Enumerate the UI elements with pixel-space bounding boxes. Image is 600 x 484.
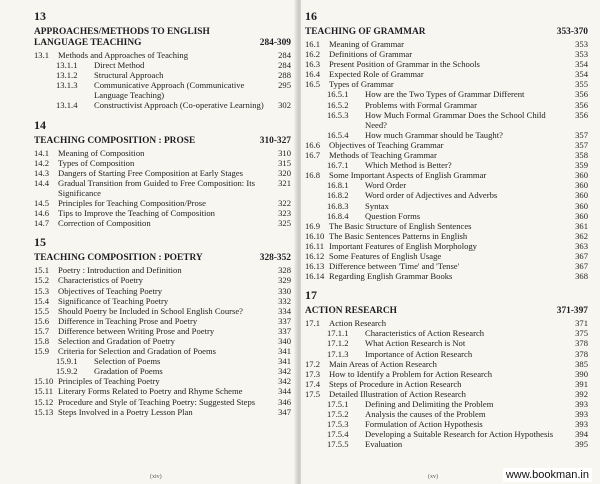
toc-entry-number: 17.5.3 (327, 419, 349, 430)
toc-entry (305, 170, 588, 180)
toc-entry (305, 439, 588, 449)
toc-entry-title: Correction of Composition (58, 218, 151, 229)
toc-entry-page: 315 (278, 157, 291, 168)
chapter-page-range: 371-397 (556, 306, 588, 317)
toc-entry-title: How much Grammar should be Taught? (365, 129, 503, 140)
toc-entry-title: Types of Grammar (329, 79, 394, 90)
toc-entry (305, 318, 588, 328)
toc-entry-page: 393 (575, 399, 588, 409)
toc-entry-number: 14.4 (34, 177, 50, 188)
toc-entry-number: 17.5.4 (327, 429, 349, 440)
chapter-section (305, 289, 588, 449)
toc-entry (305, 359, 588, 369)
toc-entry-page: 334 (278, 305, 291, 316)
toc-entry (34, 386, 291, 396)
left-page (0, 0, 297, 484)
toc-entry-number: 14.5 (34, 198, 50, 209)
toc-entry-title: Criteria for Selection and Gradation of Poems (58, 346, 216, 357)
toc-entry-number: 15.9.1 (56, 356, 78, 367)
toc-entry (305, 338, 588, 348)
toc-entry-number: 17.5.2 (327, 409, 349, 420)
toc-entry-page: 395 (575, 439, 588, 450)
toc-entry-page: 337 (278, 325, 291, 336)
toc-entry (34, 376, 291, 386)
toc-entry-title: The Basic Structure of English Sentences (329, 220, 472, 231)
toc-entry (305, 409, 588, 419)
toc-entry-page: 378 (575, 348, 588, 359)
toc-entry-page: 378 (575, 338, 588, 349)
toc-entry-number: 14.2 (34, 157, 50, 168)
toc-entry (34, 178, 291, 198)
toc-entry-title: Methods of Teaching Grammar (329, 150, 437, 161)
toc-entry-number: 16.5.4 (327, 129, 349, 140)
toc-entry-number: 16.8 (305, 170, 321, 181)
chapter-title (305, 27, 588, 38)
toc-entry-title: How to Identify a Problem for Action Research (329, 368, 492, 379)
toc-entry-title: Which Method is Better? (365, 160, 452, 171)
toc-entry (305, 369, 588, 379)
toc-entry-page: 332 (278, 295, 291, 306)
toc-entry (34, 336, 291, 346)
toc-entry-page: 385 (575, 358, 588, 369)
toc-entry (34, 265, 291, 275)
toc-entry-page: 354 (575, 69, 588, 80)
toc-entry-title: How are the Two Types of Grammar Different (365, 89, 525, 100)
toc-entry-title: Communicative Approach (Communicative Language Teaching) (94, 80, 245, 101)
toc-entry-number: 16.13 (305, 261, 325, 272)
toc-entry-title: Detailed Illustration of Action Research (329, 388, 466, 399)
toc-entry-title: Literary Forms Related to Poetry and Rhyme Scheme (58, 386, 243, 397)
toc-entry (34, 80, 291, 100)
toc-entry (34, 346, 291, 356)
chapter-number: 15 (34, 235, 46, 250)
toc-entry-number: 14.7 (34, 218, 50, 229)
toc-entry (34, 50, 291, 60)
toc-entry (305, 429, 588, 439)
toc-entry-title: Gradual Transition from Guided to Free Composition: Its Significance (58, 177, 255, 198)
toc-entry-title: Action Research (329, 318, 387, 329)
toc-entry-title: Syntax (365, 200, 389, 211)
toc-entry-title: Question Forms (365, 210, 421, 221)
toc-entry-page: 394 (575, 429, 588, 440)
toc-entry-number: 16.6 (305, 139, 321, 150)
chapter-section (305, 10, 588, 281)
chapter-section (34, 119, 291, 229)
toc-entry (305, 271, 588, 281)
toc-entry-title: Main Areas of Action Research (329, 358, 437, 369)
toc-entry-page: 295 (278, 80, 291, 91)
right-page (301, 0, 600, 484)
toc-entry-number: 16.4 (305, 69, 321, 80)
toc-entry-page: 360 (575, 200, 588, 211)
toc-entry (305, 100, 588, 110)
toc-entry-number: 15.11 (34, 386, 54, 397)
toc-entry-number: 15.5 (34, 305, 50, 316)
toc-entry-page: 353 (575, 39, 588, 49)
toc-entry (34, 296, 291, 306)
toc-entry-title: Characteristics of Action Research (365, 328, 485, 339)
toc-entry-page: 325 (278, 218, 291, 229)
toc-entry (305, 399, 588, 409)
toc-entry-title: Tips to Improve the Teaching of Composition (58, 208, 215, 219)
toc-entry-page: 354 (575, 59, 588, 70)
toc-entry-number: 17.5.1 (327, 399, 349, 409)
toc-entry (305, 211, 588, 221)
toc-entry-page: 362 (575, 230, 588, 241)
toc-entry-number: 16.5.3 (327, 109, 349, 120)
toc-entry-page: 321 (278, 177, 291, 188)
toc-entry-page: 341 (278, 346, 291, 357)
toc-entry-title: Regarding English Grammar Books (329, 271, 453, 282)
chapter-title-text: APPROACHES/METHODS TO ENGLISH LANGUAGE TEACHING (34, 27, 210, 48)
toc-entry (305, 261, 588, 271)
chapter-number: 16 (305, 9, 317, 23)
toc-entry-title: What Action Research is Not (365, 338, 466, 349)
toc-entry-title: Steps of Procedure in Action Research (329, 378, 462, 389)
toc-entry-title: Expected Role of Grammar (329, 69, 424, 80)
toc-entry (305, 130, 588, 140)
toc-entry-title: Present Position of Grammar in the Schools (329, 59, 480, 70)
toc-entry-number: 16.3 (305, 59, 321, 70)
toc-entry-title: Meaning of Grammar (329, 39, 404, 49)
chapter-title (305, 306, 588, 317)
toc-entry-title: Difference between Writing Prose and Poetry (58, 325, 215, 336)
toc-entry-number: 16.2 (305, 49, 321, 60)
toc-entry (305, 150, 588, 160)
toc-entry-number: 13.1 (34, 50, 50, 60)
toc-entry-title: Word order of Adjectives and Adverbs (365, 190, 498, 201)
toc-entry (305, 180, 588, 190)
toc-entry-number: 16.8.2 (327, 190, 349, 201)
toc-entry-page: 302 (278, 100, 291, 111)
chapter-page-range: 310-327 (259, 135, 291, 146)
toc-entry (305, 389, 588, 399)
toc-entry (305, 241, 588, 251)
toc-entry-number: 16.11 (305, 240, 325, 251)
toc-entry-title: Objectives of Teaching Poetry (58, 285, 163, 296)
toc-entry-title: Methods and Approaches of Teaching (58, 50, 189, 60)
toc-entry-page: 390 (575, 368, 588, 379)
toc-entry-number: 15.9.2 (56, 366, 78, 377)
toc-entry (34, 208, 291, 218)
toc-entry (305, 251, 588, 261)
toc-entry-number: 15.4 (34, 295, 50, 306)
toc-entry (34, 148, 291, 158)
toc-entry (34, 316, 291, 326)
chapter-title (34, 27, 291, 49)
toc-entry-number: 15.13 (34, 406, 54, 417)
toc-entry-number: 17.4 (305, 378, 321, 389)
toc-entry-title: Meaning of Composition (58, 147, 145, 158)
chapter-title-text: TEACHING COMPOSITION : POETRY (34, 253, 203, 264)
toc-entry-number: 16.5.1 (327, 89, 349, 100)
toc-entry-number: 15.9 (34, 346, 50, 357)
toc-entry-page: 393 (575, 409, 588, 420)
toc-entry (305, 419, 588, 429)
toc-entry-title: Developing a Suitable Research for Action Hypothesis (365, 429, 554, 440)
toc-entry-page: 360 (575, 180, 588, 191)
toc-entry-title: Definitions of Grammar (329, 49, 413, 60)
toc-entry-number: 16.8.3 (327, 200, 349, 211)
toc-entry-page: 337 (278, 315, 291, 326)
toc-entry (34, 168, 291, 178)
toc-entry-number: 16.7.1 (327, 160, 349, 171)
toc-entry-number: 17.3 (305, 368, 321, 379)
toc-entry-page: 340 (278, 335, 291, 346)
toc-entry-page: 367 (575, 250, 588, 261)
toc-entry-title: Objectives of Teaching Grammar (329, 139, 444, 150)
toc-entry-title: Should Poetry be Included in School English Course? (58, 305, 243, 316)
toc-entry-page: 346 (278, 396, 291, 407)
toc-entry-page: 284 (278, 50, 291, 60)
toc-entry-title: Selection of Poems (94, 356, 161, 367)
toc-entry (34, 306, 291, 316)
toc-entry-number: 15.8 (34, 335, 50, 346)
toc-entry-title: Types of Composition (58, 157, 135, 168)
toc-entry (34, 158, 291, 168)
toc-entry-page: 353 (575, 49, 588, 60)
toc-entry-number: 15.7 (34, 325, 50, 336)
toc-entry-number: 15.10 (34, 376, 54, 387)
toc-entry-number: 14.3 (34, 167, 50, 178)
toc-entry-number: 15.1 (34, 265, 50, 276)
toc-entry-title: Principles for Teaching Composition/Prose (58, 198, 206, 209)
toc-entry (305, 39, 588, 49)
toc-entry-page: 288 (278, 70, 291, 81)
chapter-title (34, 136, 291, 147)
toc-entry (305, 110, 588, 130)
toc-entry (305, 379, 588, 389)
toc-entry (34, 100, 291, 110)
toc-entry (305, 89, 588, 99)
toc-entry (34, 286, 291, 296)
toc-entry-title: Difference in Teaching Prose and Poetry (58, 315, 198, 326)
toc-entry-page: 393 (575, 419, 588, 430)
toc-entry-number: 17.2 (305, 358, 321, 369)
toc-entry-page: 357 (575, 129, 588, 140)
toc-entry-title: Difference between 'Time' and 'Tense' (329, 261, 460, 272)
toc-entry-page: 320 (278, 167, 291, 178)
toc-entry (305, 328, 588, 338)
toc-entry-page: 391 (575, 378, 588, 389)
toc-entry (305, 201, 588, 211)
toc-entry-number: 15.2 (34, 275, 50, 286)
toc-entry-page: 357 (575, 139, 588, 150)
toc-entry (34, 397, 291, 407)
toc-entry-number: 16.12 (305, 250, 325, 261)
toc-entry (305, 160, 588, 170)
toc-entry-number: 16.14 (305, 271, 325, 282)
toc-entry-title: Defining and Delimiting the Problem (365, 399, 494, 409)
toc-entry-number: 15.6 (34, 315, 50, 326)
toc-entry (305, 221, 588, 231)
toc-entry-number: 16.9 (305, 220, 321, 231)
toc-entry-page: 344 (278, 386, 291, 397)
toc-entry-number: 15.12 (34, 396, 54, 407)
toc-entry (305, 349, 588, 359)
toc-entry-page: 330 (278, 285, 291, 296)
chapter-section (34, 236, 291, 416)
toc-entry-title: Characteristics of Poetry (58, 275, 143, 286)
toc-entry (34, 60, 291, 70)
chapter-title-text: TEACHING COMPOSITION : PROSE (34, 135, 196, 146)
toc-entry-page: 342 (278, 366, 291, 377)
watermark-url: www.bookman.in (503, 468, 592, 482)
toc-entry-page: 368 (575, 271, 588, 282)
toc-entry-number: 17.1.3 (327, 348, 349, 359)
chapter-page-range: 284-309 (259, 38, 291, 48)
toc-entry (305, 59, 588, 69)
toc-entry-number: 17.5 (305, 388, 321, 399)
toc-entry-title: Significance of Teaching Poetry (58, 295, 169, 306)
toc-entry-title: Procedure and Style of Teaching Poetry: Suggested Steps (58, 396, 256, 407)
toc-entry-title: The Basic Sentences Patterns in English (329, 230, 468, 241)
toc-entry-title: Analysis the causes of the Problem (365, 409, 486, 420)
toc-entry-number: 17.1.2 (327, 338, 349, 349)
toc-entry-number: 16.8.4 (327, 210, 349, 221)
toc-entry (34, 198, 291, 208)
toc-entry-page: 342 (278, 376, 291, 387)
toc-entry (305, 79, 588, 89)
chapter-title-text: ACTION RESEARCH (305, 306, 397, 317)
toc-entry-title: Selection and Gradation of Poetry (58, 335, 175, 346)
toc-entry (34, 356, 291, 366)
toc-entry (34, 366, 291, 376)
toc-entry-page: 347 (278, 406, 291, 417)
toc-entry-page: 356 (575, 109, 588, 120)
toc-entry-number: 16.1 (305, 39, 321, 49)
toc-entry-page: 284 (278, 60, 291, 71)
toc-entry-number: 17.1 (305, 318, 321, 329)
toc-entry-number: 16.10 (305, 230, 325, 241)
toc-entry-title: Steps Involved in a Poetry Lesson Plan (58, 406, 193, 417)
toc-entry (305, 69, 588, 79)
toc-entry-page: 359 (575, 160, 588, 171)
toc-entry-number: 13.1.3 (56, 80, 78, 91)
toc-entry-number: 13.1.1 (56, 60, 78, 71)
chapter-number: 14 (34, 117, 46, 132)
toc-entry-page: 341 (278, 356, 291, 367)
toc-entry-page: 360 (575, 210, 588, 221)
toc-entry-title: Some Features of English Usage (329, 250, 442, 261)
toc-entry-number: 14.6 (34, 208, 50, 219)
toc-entry-number: 13.1.2 (56, 70, 78, 81)
toc-entry-page: 358 (575, 150, 588, 161)
toc-entry-page: 360 (575, 170, 588, 181)
toc-entry-page: 363 (575, 240, 588, 251)
toc-entry-number: 16.5.2 (327, 99, 349, 110)
toc-entry-number: 16.8.1 (327, 180, 349, 191)
toc-entry (305, 231, 588, 241)
toc-entry-number: 17.1.1 (327, 328, 349, 339)
toc-entry-page: 375 (575, 328, 588, 339)
toc-entry-title: Poetry : Introduction and Definition (58, 265, 182, 276)
toc-entry-number: 17.5.5 (327, 439, 349, 450)
toc-entry-number: 16.7 (305, 150, 321, 161)
toc-entry-page: 322 (278, 198, 291, 209)
page-number-left: (xiv) (150, 474, 162, 480)
toc-entry (305, 190, 588, 200)
toc-entry-title: Gradation of Poems (94, 366, 163, 377)
toc-entry (34, 275, 291, 285)
toc-entry (34, 218, 291, 228)
toc-entry-title: Problems with Formal Grammar (365, 99, 477, 110)
toc-entry-number: 13.1.4 (56, 100, 78, 111)
toc-entry (34, 326, 291, 336)
toc-entry-title: Dangers of Starting Free Composition at Early Stages (58, 167, 243, 178)
toc-entry-title: Some Important Aspects of English Grammar (329, 170, 487, 181)
chapter-page-range: 328-352 (259, 253, 291, 264)
chapter-page-range: 353-370 (556, 27, 588, 37)
toc-entry-title: Structural Approach (94, 70, 164, 81)
toc-entry-number: 16.5 (305, 79, 321, 90)
toc-entry-page: 328 (278, 265, 291, 276)
toc-entry-page: 356 (575, 99, 588, 110)
toc-entry-title: Direct Method (94, 60, 145, 71)
toc-entry-title: Evaluation (365, 439, 403, 450)
toc-entry-page: 367 (575, 261, 588, 272)
toc-entry-page: 329 (278, 275, 291, 286)
toc-entry-page: 323 (278, 208, 291, 219)
chapter-number: 13 (34, 9, 46, 23)
toc-entry-number: 14.1 (34, 147, 50, 158)
toc-entry (34, 407, 291, 417)
toc-entry-title: Important Features of English Morphology (329, 240, 477, 251)
toc-entry-title: Formulation of Action Hypothesis (365, 419, 483, 430)
toc-entry-page: 361 (575, 220, 588, 231)
toc-entry-page: 360 (575, 190, 588, 201)
toc-entry-number: 15.3 (34, 285, 50, 296)
chapter-title (34, 253, 291, 264)
toc-entry-title: How Much Formal Grammar Does the School Child Need? (365, 109, 546, 130)
toc-entry-page: 356 (575, 89, 588, 100)
toc-entry-page: 392 (575, 388, 588, 399)
page-number-right: (xv) (428, 474, 438, 480)
chapter-section (34, 10, 291, 111)
chapter-number: 17 (305, 288, 317, 303)
chapter-title-text: TEACHING OF GRAMMAR (305, 27, 426, 37)
toc-entry (34, 70, 291, 80)
toc-entry-title: Constructivist Approach (Co-operative Learning) (94, 100, 264, 111)
toc-entry-title: Importance of Action Research (365, 348, 473, 359)
toc-entry-page: 371 (575, 318, 588, 329)
toc-entry (305, 140, 588, 150)
toc-entry-page: 310 (278, 147, 291, 158)
toc-entry-title: Principles of Teaching Poetry (58, 376, 160, 387)
toc-entry (305, 49, 588, 59)
toc-entry-page: 355 (575, 79, 588, 90)
toc-entry-title: Word Order (365, 180, 407, 191)
